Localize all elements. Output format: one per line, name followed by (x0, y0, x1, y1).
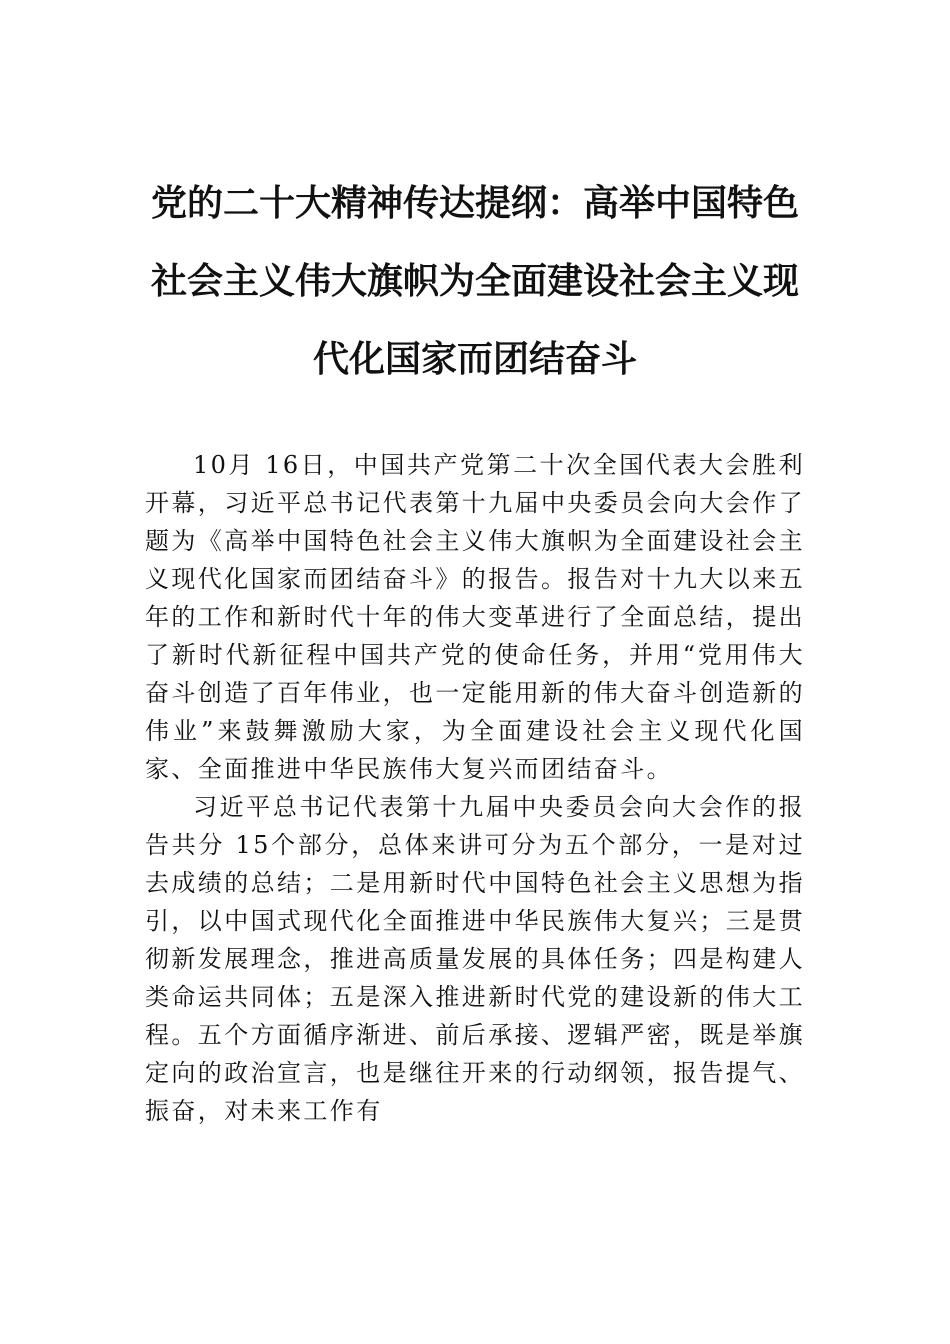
document-body (145, 446, 805, 1130)
paragraph-1: 10月 16日，中国共产党第二十次全国代表大会胜利开幕，习近平总书记代表第十九届中央委员会向大会作了题为《高举中国特色社会主义伟大旗帜为全面建设社会主义现代化国家而团结奋斗》的报告。报告对十九大以来五年的工作和新时代十年的伟大变革进行了全面总结，提出了新时代新征程中国共产党的使命任务，并用“党用伟大奋斗创造了百年伟业，也一定能用新的伟大奋斗创造新的伟业”来鼓舞激励大家，为全面建设社会主义现代化国家、全面推进中华民族伟大复兴而团结奋斗。 (145, 451, 805, 783)
document-title (140, 165, 810, 399)
paragraph-2: 习近平总书记代表第十九届中央委员会向大会作的报告共分 15个部分，总体来讲可分为五个部分，一是对过去成绩的总结；二是用新时代中国特色社会主义思想为指引，以中国式现代化全面推进中华民族伟大复兴；三是贯彻新发展理念，推进高质量发展的具体任务；四是构建人类命运共同体；五是深入推进新时代党的建设新的伟大工程。五个方面循序渐进、前后承接、逻辑严密，既是举旗定向的政治宣言，也是继往开来的行动纲领，报告提气、振奋，对未来工作有 (145, 793, 805, 1125)
title-line-3: 代化国家而团结奋斗 (312, 339, 637, 380)
title-line-2: 社会主义伟大旗帜为全面建设社会主义现 (150, 261, 799, 302)
title-line-1: 党的二十大精神传达提纲：高举中国特色 (150, 183, 799, 224)
